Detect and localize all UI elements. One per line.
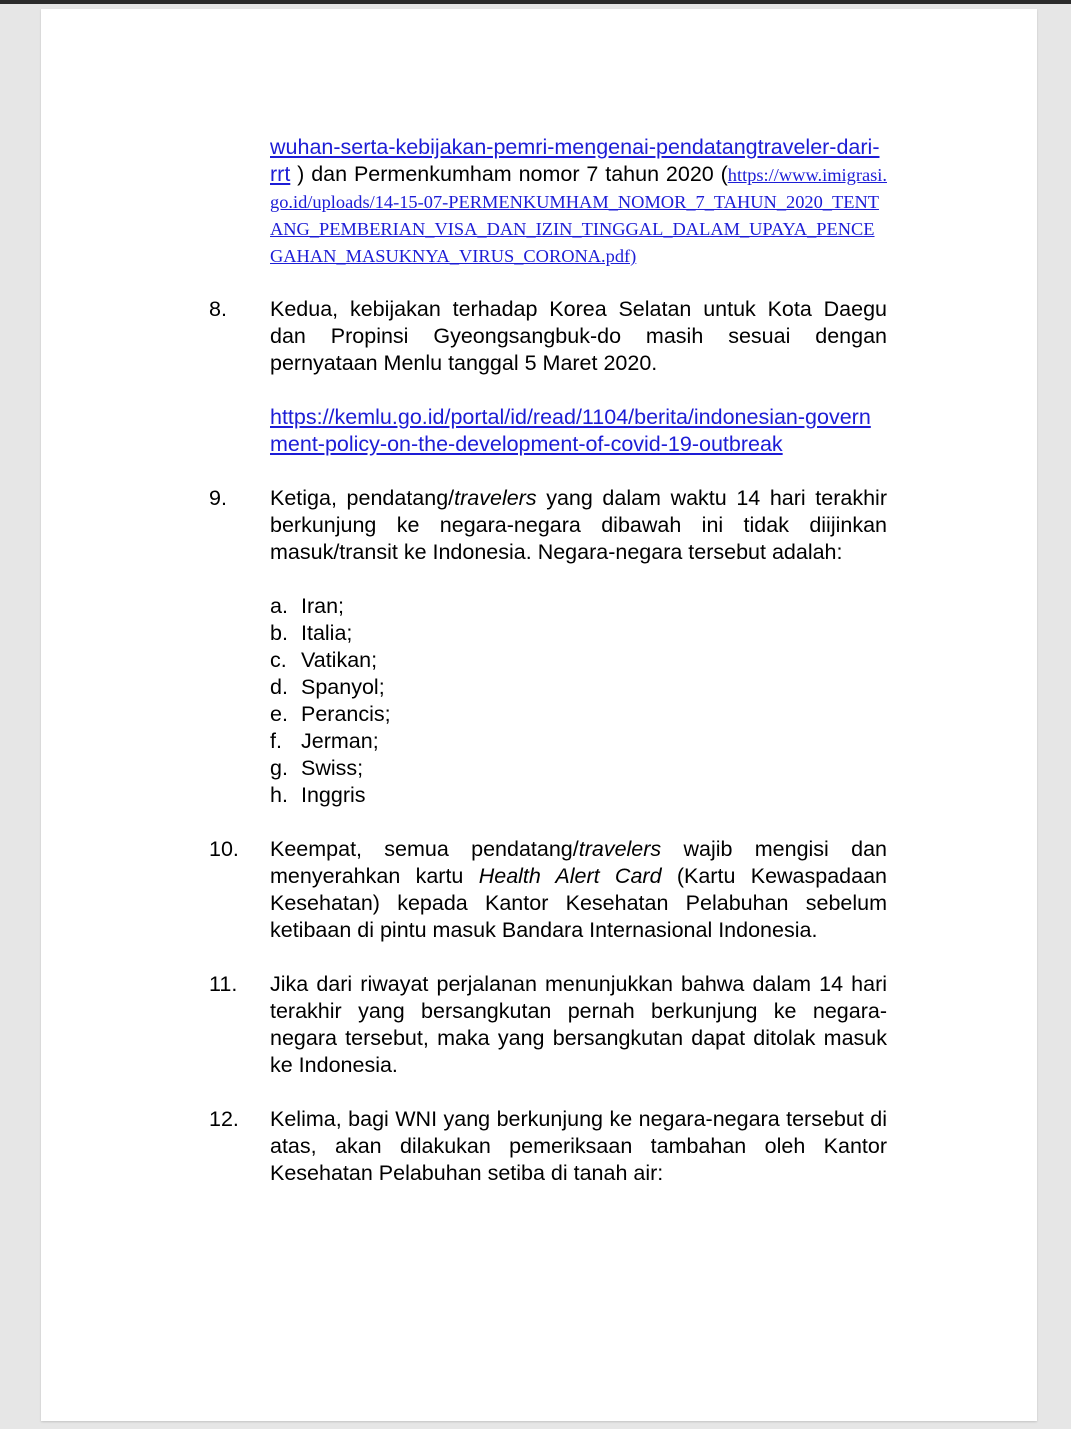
intro-text: ) dan Permenkumham nomor 7 tahun 2020 (	[290, 162, 728, 186]
kemlu-link[interactable]: https://kemlu.go.id/portal/id/read/1104/berita/indonesian-government-policy-on-the-development-of-covid-19-outbreak	[270, 405, 871, 456]
top-bar	[0, 0, 1071, 4]
permenkumham-link[interactable]: https://www.imigrasi.go.id/uploads/14-15-07-PERMENKUMHAM_NOMOR_7_TAHUN_2020_TENTANG_PEMBERIAN_VISA_DAN_IZIN_TINGGAL_DALAM_UPAYA_PENCEGAHAN_MASUKNYA_VIRUS_CORONA.pdf)	[270, 165, 887, 266]
list-item: a. Iran;	[270, 594, 345, 618]
list-item-10	[209, 836, 887, 944]
item-number: 12.	[209, 1107, 239, 1131]
item-text: Jika dari riwayat perjalanan menunjukkan bahwa dalam 14 hari terakhir yang bersangkutan pernah berkunjung ke negara-negara tersebut, maka yang bersangkutan dapat ditolak masuk ke Indonesia.	[270, 972, 887, 1077]
item-text: Kelima, bagi WNI yang berkunjung ke negara-negara tersebut di atas, akan dilakukan pemeriksaan tambahan oleh Kantor Kesehatan Pelabuhan setiba di tanah air:	[270, 1107, 887, 1185]
list-item: e. Perancis;	[270, 702, 391, 726]
country-list	[270, 593, 887, 809]
list-item: f. Jerman;	[270, 729, 379, 753]
item-text: Kedua, kebijakan terhadap Korea Selatan untuk Kota Daegu dan Propinsi Gyeongsangbuk-do masih sesuai dengan pernyataan Menlu tanggal 5 Maret 2020.	[270, 297, 887, 375]
item-number: 11.	[209, 972, 238, 996]
list-item: d. Spanyol;	[270, 675, 385, 699]
list-item: g. Swiss;	[270, 756, 364, 780]
list-item-11	[209, 971, 887, 1079]
list-item-9	[209, 485, 887, 809]
item-number: 8.	[209, 297, 227, 321]
item-text: Keempat, semua pendatang/travelers wajib mengisi dan menyerahkan kartu Health Alert Card (Kartu Kewaspadaan Kesehatan) kepada Kantor Kesehatan Pelabuhan sebelum ketibaan di pintu masuk Bandara Internasional Indonesia.	[270, 837, 887, 942]
list-item-12	[209, 1106, 887, 1187]
item-number: 9.	[209, 486, 227, 510]
list-item: c. Vatikan;	[270, 648, 378, 672]
document-content	[209, 134, 887, 1214]
item-number: 10.	[209, 837, 239, 861]
intro-paragraph	[270, 134, 887, 269]
item-text: Ketiga, pendatang/travelers yang dalam waktu 14 hari terakhir berkunjung ke negara-negara dibawah ini tidak diijinkan masuk/transit ke Indonesia. Negara-negara tersebut adalah:	[270, 486, 887, 564]
wuhan-policy-link[interactable]: wuhan-serta-kebijakan-pemri-mengenai-pendatangtraveler-dari-rrt	[270, 135, 880, 186]
list-item-8	[209, 296, 887, 458]
list-item: h. Inggris	[270, 783, 366, 807]
kemlu-paragraph	[270, 404, 887, 458]
list-item: b. Italia;	[270, 621, 353, 645]
document-page	[41, 9, 1037, 1421]
